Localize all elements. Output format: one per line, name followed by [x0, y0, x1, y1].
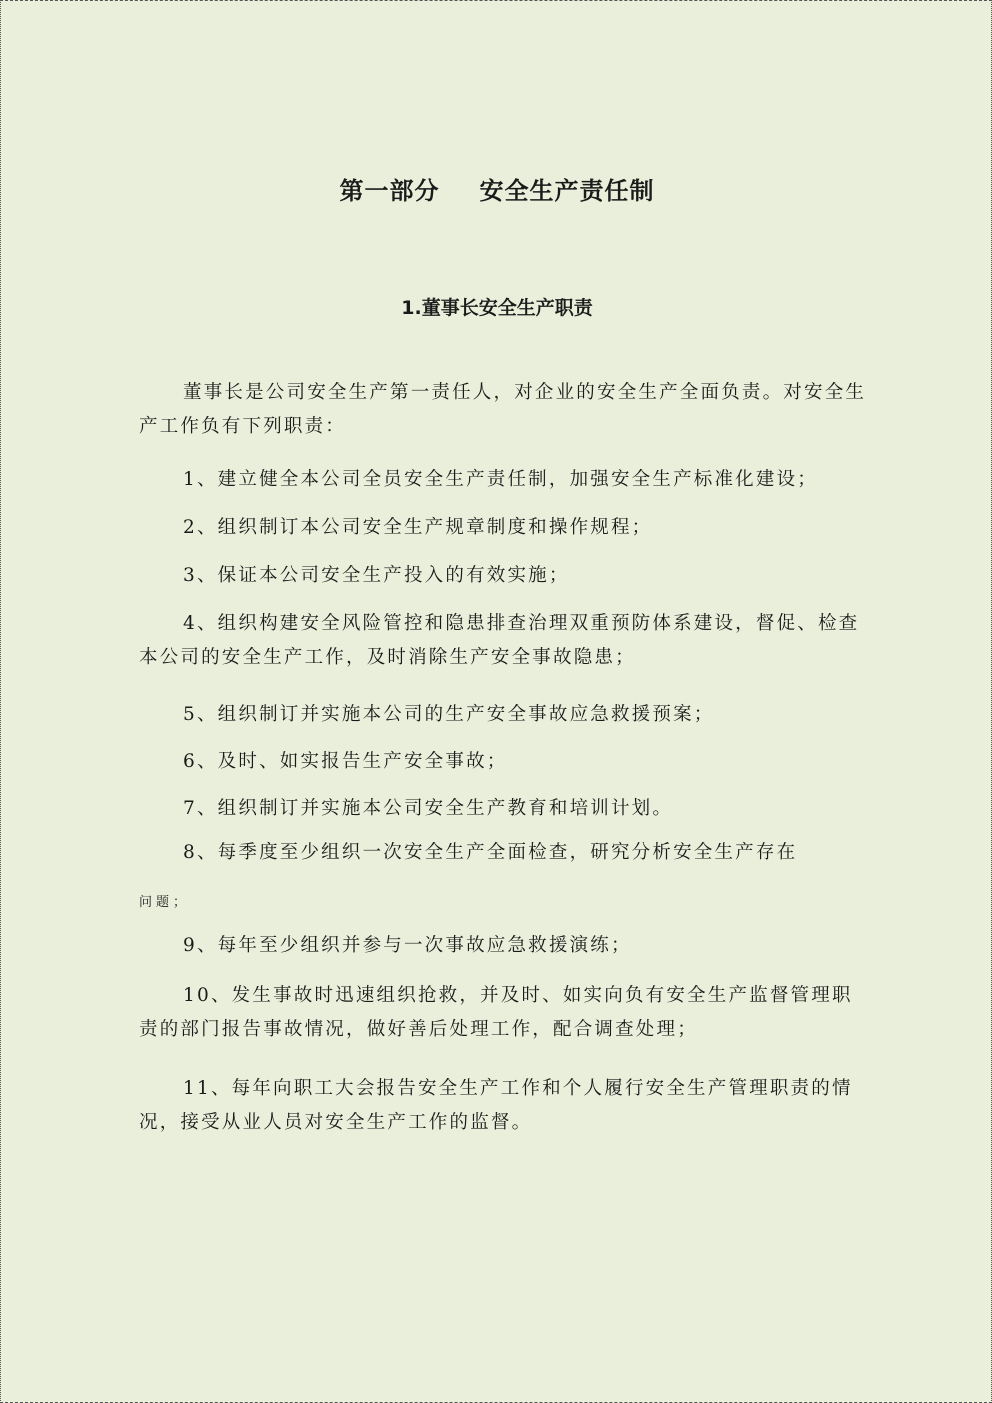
section-title: 1.董事长安全生产职责: [401, 297, 593, 319]
duty-item-8-continued: 问题；: [139, 895, 191, 910]
intro-paragraph: 董事长是公司安全生产第一责任人，对企业的安全生产全面负责。对安全生产工作负有下列职责：: [139, 382, 867, 437]
title-part: 第一部分: [339, 177, 440, 205]
duty-item-1: 1、建立健全本公司全员安全生产责任制，加强安全生产标准化建设；: [183, 469, 818, 490]
duty-item-8: 8、每季度至少组织一次安全生产全面检查，研究分析安全生产存在: [183, 842, 798, 863]
duty-item-3: 3、保证本公司安全生产投入的有效实施；: [183, 565, 570, 586]
duty-item-10: 10、发生事故时迅速组织抢救，并及时、如实向负有安全生产监督管理职责的部门报告事故情况，做好善后处理工作，配合调查处理；: [139, 985, 853, 1040]
duty-item-6: 6、及时、如实报告生产安全事故；: [183, 751, 508, 772]
duty-item-5: 5、组织制订并实施本公司的生产安全事故应急救援预案；: [183, 704, 715, 725]
duty-item-11: 11、每年向职工大会报告安全生产工作和个人履行安全生产管理职责的情况，接受从业人员对安全生产工作的监督。: [139, 1078, 853, 1133]
duty-item-7: 7、组织制订并实施本公司安全生产教育和培训计划。: [183, 798, 674, 819]
title-name: 安全生产责任制: [479, 177, 655, 205]
page-title: [1, 171, 992, 206]
duty-item-4: 4、组织构建安全风险管控和隐患排查治理双重预防体系建设，督促、检查本公司的安全生产工作，及时消除生产安全事故隐患；: [139, 613, 860, 668]
duty-item-9: 9、每年至少组织并参与一次事故应急救援演练；: [183, 935, 632, 956]
duty-item-2: 2、组织制订本公司安全生产规章制度和操作规程；: [183, 517, 653, 538]
